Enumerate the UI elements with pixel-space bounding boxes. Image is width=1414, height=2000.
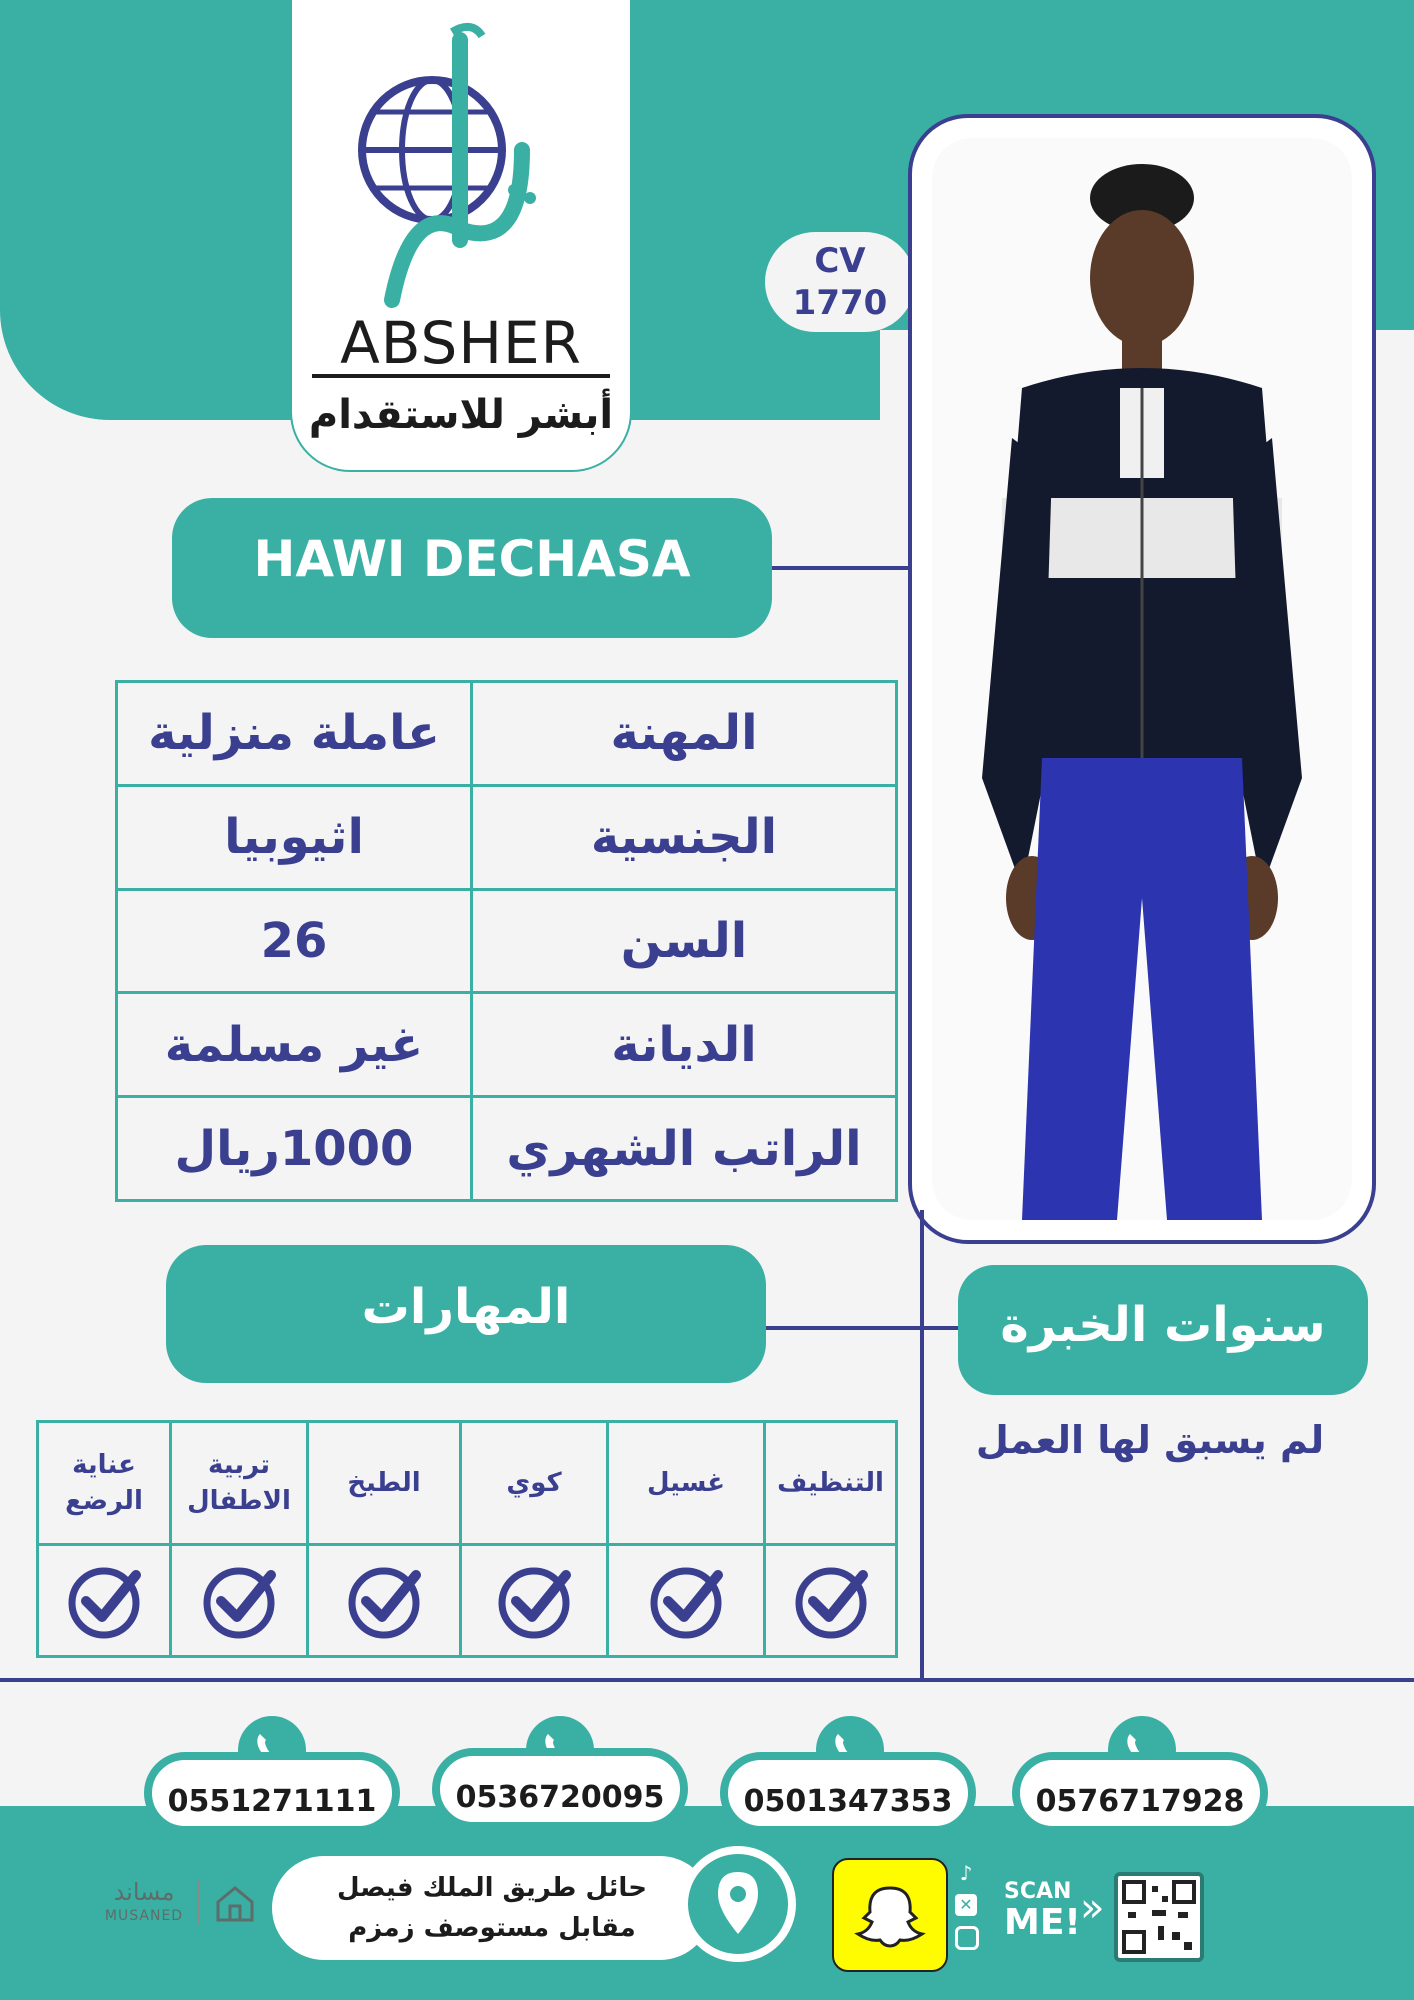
skills-table xyxy=(36,1420,898,1658)
scan-me-label xyxy=(1004,1880,1081,1942)
experience-title-pill: سنوات الخبرة xyxy=(958,1265,1368,1395)
snapchat-qr-icon xyxy=(832,1858,948,1972)
cv-number: 1770 xyxy=(792,283,888,323)
info-label: الجنسية xyxy=(472,785,897,889)
address-line: حائل طريق الملك فيصل xyxy=(337,1873,647,1903)
info-value: عاملة منزلية xyxy=(117,682,472,786)
table-row xyxy=(117,785,897,889)
brand-arabic: أبشر للاستقدام xyxy=(308,392,614,438)
skill-label: تربية الاطفال xyxy=(171,1422,308,1545)
cv-number-badge xyxy=(765,232,915,332)
candidate-photo-frame xyxy=(908,114,1376,1244)
scan-line: SCAN xyxy=(1004,1879,1072,1904)
skills-check-row xyxy=(38,1545,897,1657)
skill-label: التنظيف xyxy=(765,1422,897,1545)
brand-latin: ABSHER xyxy=(312,312,610,378)
candidate-info-table xyxy=(115,680,898,1202)
check-circle-icon xyxy=(791,1561,871,1641)
skill-label: الطبخ xyxy=(308,1422,461,1545)
skill-label: عناية الرضع xyxy=(38,1422,171,1545)
address-line: مقابل مستوصف زمزم xyxy=(348,1913,636,1943)
info-label: المهنة xyxy=(472,682,897,786)
table-row xyxy=(117,889,897,993)
skill-label: غسيل xyxy=(608,1422,765,1545)
address-pill xyxy=(272,1856,712,1960)
info-value: 1000ريال xyxy=(117,1097,472,1201)
musaned-arabic: مساند xyxy=(113,1878,175,1906)
info-label: الديانة xyxy=(472,993,897,1097)
info-label: السن xyxy=(472,889,897,993)
check-circle-icon xyxy=(64,1561,144,1641)
check-circle-icon xyxy=(646,1561,726,1641)
location-pin-icon xyxy=(680,1846,796,1962)
social-icons xyxy=(955,1862,985,1950)
double-chevron-icon: » xyxy=(1080,1885,1105,1931)
candidate-photo xyxy=(932,138,1352,1220)
logo-card xyxy=(290,0,632,472)
qr-code-icon xyxy=(1114,1872,1204,1962)
table-row xyxy=(117,682,897,786)
musaned-house-icon xyxy=(212,1880,258,1926)
experience-value: لم يسبق لها العمل xyxy=(975,1418,1325,1462)
phone-number: 0501347353 xyxy=(720,1752,976,1834)
person-illustration xyxy=(932,138,1352,1220)
phone-number: 0576717928 xyxy=(1012,1752,1268,1834)
tiktok-icon: ♪ xyxy=(959,1861,973,1885)
info-label: الراتب الشهري xyxy=(472,1097,897,1201)
musaned-latin: MUSANED xyxy=(104,1908,184,1924)
table-row xyxy=(117,993,897,1097)
phone-number: 0536720095 xyxy=(432,1748,688,1830)
skills-title-pill: المهارات xyxy=(166,1245,766,1383)
info-value: 26 xyxy=(117,889,472,993)
cv-label: CV xyxy=(814,241,866,281)
check-circle-icon xyxy=(344,1561,424,1641)
vertical-connector-line xyxy=(920,1210,924,1680)
scan-line: ME! xyxy=(1004,1902,1081,1943)
x-icon: ✕ xyxy=(955,1894,977,1916)
skills-connector-line xyxy=(766,1326,958,1330)
footer-divider xyxy=(0,1678,1414,1682)
candidate-name-pill: HAWI DECHASA xyxy=(172,498,772,638)
instagram-icon xyxy=(955,1926,979,1950)
table-row xyxy=(117,1097,897,1201)
info-value: اثيوبيا xyxy=(117,785,472,889)
info-value: غير مسلمة xyxy=(117,993,472,1097)
skills-header-row xyxy=(38,1422,897,1545)
name-connector-line xyxy=(772,566,908,570)
skill-label: كوي xyxy=(461,1422,608,1545)
check-circle-icon xyxy=(494,1561,574,1641)
phone-number: 0551271111 xyxy=(144,1752,400,1834)
check-circle-icon xyxy=(199,1561,279,1641)
